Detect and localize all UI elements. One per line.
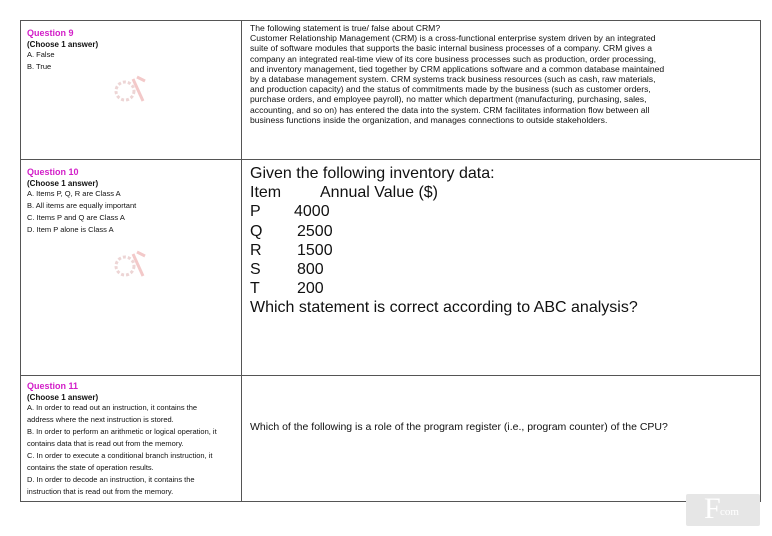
- question-title: Question 10: [27, 167, 79, 177]
- answer-option-c-cont[interactable]: contains the state of operation results.: [27, 463, 154, 472]
- inventory-row: [250, 279, 752, 298]
- question-text: Which of the following is a role of the program register (i.e., program counter) of the CPU?: [250, 421, 668, 433]
- answer-option-a[interactable]: A. False: [27, 50, 55, 59]
- question-instruction: (Choose 1 answer): [27, 179, 99, 188]
- column-header-value: Annual Value ($): [320, 184, 438, 202]
- question-title: Question 11: [27, 381, 79, 391]
- inventory-row: [250, 222, 752, 241]
- inventory-row: [250, 241, 752, 260]
- item-name: R: [250, 241, 262, 259]
- question-table: [20, 20, 761, 502]
- text-line: company an integrated real-time view of its core business processes such as production, order processing,: [250, 53, 657, 64]
- text-line: suite of software modules that supports the basic internal business processes of a company. CRM gives a: [250, 43, 653, 54]
- question-9-text: [242, 21, 760, 159]
- inventory-intro: Given the following inventory data:: [250, 165, 495, 182]
- question-instruction: (Choose 1 answer): [27, 393, 99, 402]
- text-line: Customer Relationship Management (CRM) is a cross-functional enterprise system driven by an integrated: [250, 33, 656, 44]
- item-value: 1500: [297, 241, 333, 259]
- item-value: 2500: [297, 222, 333, 240]
- item-name: Q: [250, 222, 263, 240]
- question-instruction: (Choose 1 answer): [27, 40, 99, 49]
- item-value: 200: [297, 280, 324, 298]
- item-name: P: [250, 203, 261, 221]
- question-row-10: [21, 160, 760, 376]
- tools-watermark-icon: [113, 248, 147, 282]
- tools-watermark-icon: [113, 73, 147, 107]
- question-text: Which statement is correct according to ABC analysis?: [250, 299, 638, 317]
- text-line: business functions inside the organization, and manages connections to outside stakeholders.: [250, 114, 608, 125]
- answer-option-c[interactable]: C. In order to execute a conditional branch instruction, it: [27, 451, 213, 460]
- site-logo: F com: [686, 494, 760, 526]
- column-header-item: Item: [250, 184, 282, 202]
- question-row-9: [21, 21, 760, 160]
- answer-option-d[interactable]: D. In order to decode an instruction, it contains the: [27, 475, 195, 484]
- question-row-11: [21, 376, 760, 501]
- inventory-row: [250, 260, 752, 279]
- text-line: accounting, and so on) has entered the data into the system. CRM facilitates information flow between all: [250, 104, 650, 115]
- answer-option-b[interactable]: B. In order to perform an arithmetic or logical operation, it: [27, 427, 217, 436]
- item-name: T: [250, 280, 260, 298]
- inventory-row: [250, 202, 752, 221]
- answer-option-d[interactable]: D. Item P alone is Class A: [27, 225, 114, 234]
- text-line: purchase orders, and employee payroll), no matter which department (manufacturing, purchasing, sales,: [250, 94, 647, 105]
- question-11-answers: [21, 376, 242, 501]
- answer-option-d-cont[interactable]: instruction that is read out from the memory.: [27, 487, 174, 496]
- question-10-text: [242, 160, 760, 375]
- text-line: and production capacity) and the status of commitments made by the business (such as customer orders,: [250, 84, 651, 95]
- answer-option-a-cont[interactable]: address where the next instruction is stored.: [27, 415, 174, 424]
- answer-option-a[interactable]: A. In order to read out an instruction, it contains the: [27, 403, 198, 412]
- item-value: 800: [297, 261, 324, 279]
- text-line: and inventory management, tied together by CRM applications software and a common database maintained: [250, 63, 665, 74]
- answer-option-c[interactable]: C. Items P and Q are Class A: [27, 213, 125, 222]
- item-name: S: [250, 261, 261, 279]
- answer-option-b[interactable]: B. True: [27, 62, 52, 71]
- question-11-text: [242, 376, 760, 501]
- question-title: Question 9: [27, 28, 74, 38]
- question-10-answers: [21, 160, 242, 375]
- answer-option-a[interactable]: A. Items P, Q, R are Class A: [27, 189, 121, 198]
- answer-option-b-cont[interactable]: contains data that is read out from the memory.: [27, 439, 184, 448]
- text-line: The following statement is true/ false about CRM?: [250, 23, 441, 33]
- item-value: 4000: [294, 203, 330, 221]
- inventory-header: [250, 183, 752, 202]
- answer-option-b[interactable]: B. All items are equally important: [27, 201, 137, 210]
- text-line: by a database management system. CRM systems track business resources (such as cash, raw materials,: [250, 74, 656, 85]
- question-9-answers: [21, 21, 242, 159]
